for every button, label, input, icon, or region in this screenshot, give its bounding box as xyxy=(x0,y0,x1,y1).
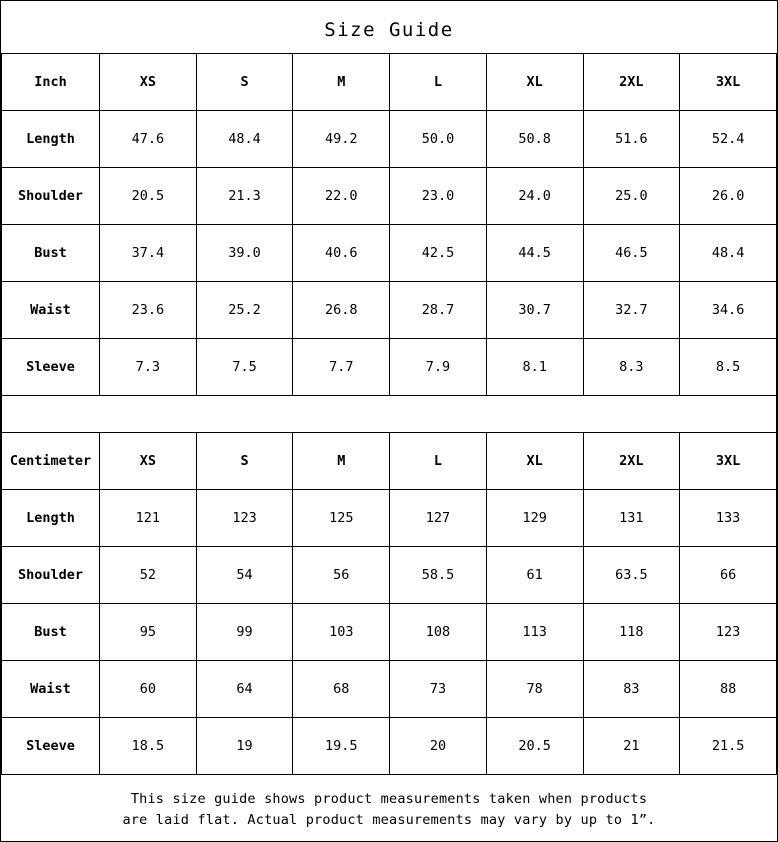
cell-cm-waist-s: 64 xyxy=(196,661,293,718)
cell-sleeve-s: 7.5 xyxy=(196,339,293,396)
size-header-cm-s: S xyxy=(196,433,293,490)
cell-cm-length-l: 127 xyxy=(390,490,487,547)
table-row xyxy=(2,661,777,718)
size-header-l: L xyxy=(390,54,487,111)
cell-cm-waist-2xl: 83 xyxy=(583,661,680,718)
cell-cm-sleeve-3xl: 21.5 xyxy=(680,718,777,775)
size-header-cm-l: L xyxy=(390,433,487,490)
cell-bust-2xl: 46.5 xyxy=(583,225,680,282)
cell-cm-length-xl: 129 xyxy=(486,490,583,547)
size-header-cm-xs: XS xyxy=(100,433,197,490)
table-header-row xyxy=(2,54,777,111)
cell-sleeve-l: 7.9 xyxy=(390,339,487,396)
row-label-waist: Waist xyxy=(2,282,100,339)
size-header-cm-3xl: 3XL xyxy=(680,433,777,490)
cell-shoulder-m: 22.0 xyxy=(293,168,390,225)
cell-cm-sleeve-s: 19 xyxy=(196,718,293,775)
cell-shoulder-s: 21.3 xyxy=(196,168,293,225)
size-header-3xl: 3XL xyxy=(680,54,777,111)
cell-waist-xl: 30.7 xyxy=(486,282,583,339)
cell-sleeve-2xl: 8.3 xyxy=(583,339,680,396)
cell-waist-xs: 23.6 xyxy=(100,282,197,339)
cell-waist-s: 25.2 xyxy=(196,282,293,339)
cell-sleeve-xl: 8.1 xyxy=(486,339,583,396)
cell-bust-xs: 37.4 xyxy=(100,225,197,282)
cell-cm-shoulder-m: 56 xyxy=(293,547,390,604)
size-header-m: M xyxy=(293,54,390,111)
cell-cm-sleeve-xs: 18.5 xyxy=(100,718,197,775)
size-header-2xl: 2XL xyxy=(583,54,680,111)
table-row xyxy=(2,168,777,225)
cell-cm-waist-xs: 60 xyxy=(100,661,197,718)
cell-cm-bust-l: 108 xyxy=(390,604,487,661)
page-title: Size Guide xyxy=(324,19,454,41)
unit-label-centimeter: Centimeter xyxy=(2,433,100,490)
row-label-cm-waist: Waist xyxy=(2,661,100,718)
cell-length-l: 50.0 xyxy=(390,111,487,168)
cell-length-xl: 50.8 xyxy=(486,111,583,168)
cell-length-3xl: 52.4 xyxy=(680,111,777,168)
footer-line-1: This size guide shows product measurements taken when products xyxy=(130,791,648,807)
table-row xyxy=(2,282,777,339)
cell-shoulder-xl: 24.0 xyxy=(486,168,583,225)
cell-cm-bust-m: 103 xyxy=(293,604,390,661)
cell-cm-waist-xl: 78 xyxy=(486,661,583,718)
cell-cm-length-m: 125 xyxy=(293,490,390,547)
cell-cm-bust-xl: 113 xyxy=(486,604,583,661)
size-header-xl: XL xyxy=(486,54,583,111)
size-table-centimeter xyxy=(1,432,777,775)
cell-bust-m: 40.6 xyxy=(293,225,390,282)
table-row xyxy=(2,547,777,604)
table-row xyxy=(2,718,777,775)
cell-cm-sleeve-m: 19.5 xyxy=(293,718,390,775)
row-label-cm-length: Length xyxy=(2,490,100,547)
cell-cm-length-xs: 121 xyxy=(100,490,197,547)
table-row xyxy=(2,111,777,168)
row-label-length: Length xyxy=(2,111,100,168)
row-label-cm-bust: Bust xyxy=(2,604,100,661)
size-header-xs: XS xyxy=(100,54,197,111)
cell-cm-length-s: 123 xyxy=(196,490,293,547)
size-table-inch xyxy=(1,53,777,396)
row-label-shoulder: Shoulder xyxy=(2,168,100,225)
cell-cm-bust-s: 99 xyxy=(196,604,293,661)
cell-cm-waist-3xl: 88 xyxy=(680,661,777,718)
footer-note xyxy=(1,775,777,831)
cell-cm-sleeve-2xl: 21 xyxy=(583,718,680,775)
cell-cm-waist-m: 68 xyxy=(293,661,390,718)
cell-sleeve-m: 7.7 xyxy=(293,339,390,396)
cell-length-s: 48.4 xyxy=(196,111,293,168)
cell-cm-waist-l: 73 xyxy=(390,661,487,718)
cell-shoulder-2xl: 25.0 xyxy=(583,168,680,225)
cell-sleeve-3xl: 8.5 xyxy=(680,339,777,396)
cell-cm-bust-3xl: 123 xyxy=(680,604,777,661)
cell-cm-shoulder-2xl: 63.5 xyxy=(583,547,680,604)
row-label-sleeve: Sleeve xyxy=(2,339,100,396)
size-header-cm-xl: XL xyxy=(486,433,583,490)
cell-cm-shoulder-l: 58.5 xyxy=(390,547,487,604)
cell-cm-shoulder-xs: 52 xyxy=(100,547,197,604)
cell-length-m: 49.2 xyxy=(293,111,390,168)
row-label-cm-sleeve: Sleeve xyxy=(2,718,100,775)
cell-cm-sleeve-l: 20 xyxy=(390,718,487,775)
cell-cm-bust-xs: 95 xyxy=(100,604,197,661)
table-gap-divider xyxy=(1,396,777,432)
cell-length-xs: 47.6 xyxy=(100,111,197,168)
cell-cm-shoulder-s: 54 xyxy=(196,547,293,604)
table-row xyxy=(2,339,777,396)
footer-line-2: are laid flat. Actual product measurements may vary by up to 1”. xyxy=(122,811,656,828)
table-header-row xyxy=(2,433,777,490)
cell-bust-3xl: 48.4 xyxy=(680,225,777,282)
table-row xyxy=(2,225,777,282)
cell-bust-s: 39.0 xyxy=(196,225,293,282)
cell-sleeve-xs: 7.3 xyxy=(100,339,197,396)
cell-shoulder-3xl: 26.0 xyxy=(680,168,777,225)
cell-length-2xl: 51.6 xyxy=(583,111,680,168)
cell-waist-l: 28.7 xyxy=(390,282,487,339)
cell-cm-shoulder-xl: 61 xyxy=(486,547,583,604)
cell-bust-xl: 44.5 xyxy=(486,225,583,282)
size-header-cm-2xl: 2XL xyxy=(583,433,680,490)
cell-waist-2xl: 32.7 xyxy=(583,282,680,339)
cell-waist-m: 26.8 xyxy=(293,282,390,339)
cell-shoulder-l: 23.0 xyxy=(390,168,487,225)
row-label-bust: Bust xyxy=(2,225,100,282)
row-label-cm-shoulder: Shoulder xyxy=(2,547,100,604)
table-row xyxy=(2,490,777,547)
cell-cm-bust-2xl: 118 xyxy=(583,604,680,661)
table-row xyxy=(2,604,777,661)
cell-cm-length-3xl: 133 xyxy=(680,490,777,547)
cell-shoulder-xs: 20.5 xyxy=(100,168,197,225)
cell-cm-sleeve-xl: 20.5 xyxy=(486,718,583,775)
size-header-s: S xyxy=(196,54,293,111)
cell-cm-shoulder-3xl: 66 xyxy=(680,547,777,604)
cell-cm-length-2xl: 131 xyxy=(583,490,680,547)
unit-label-inch: Inch xyxy=(2,54,100,111)
size-header-cm-m: M xyxy=(293,433,390,490)
cell-bust-l: 42.5 xyxy=(390,225,487,282)
cell-waist-3xl: 34.6 xyxy=(680,282,777,339)
